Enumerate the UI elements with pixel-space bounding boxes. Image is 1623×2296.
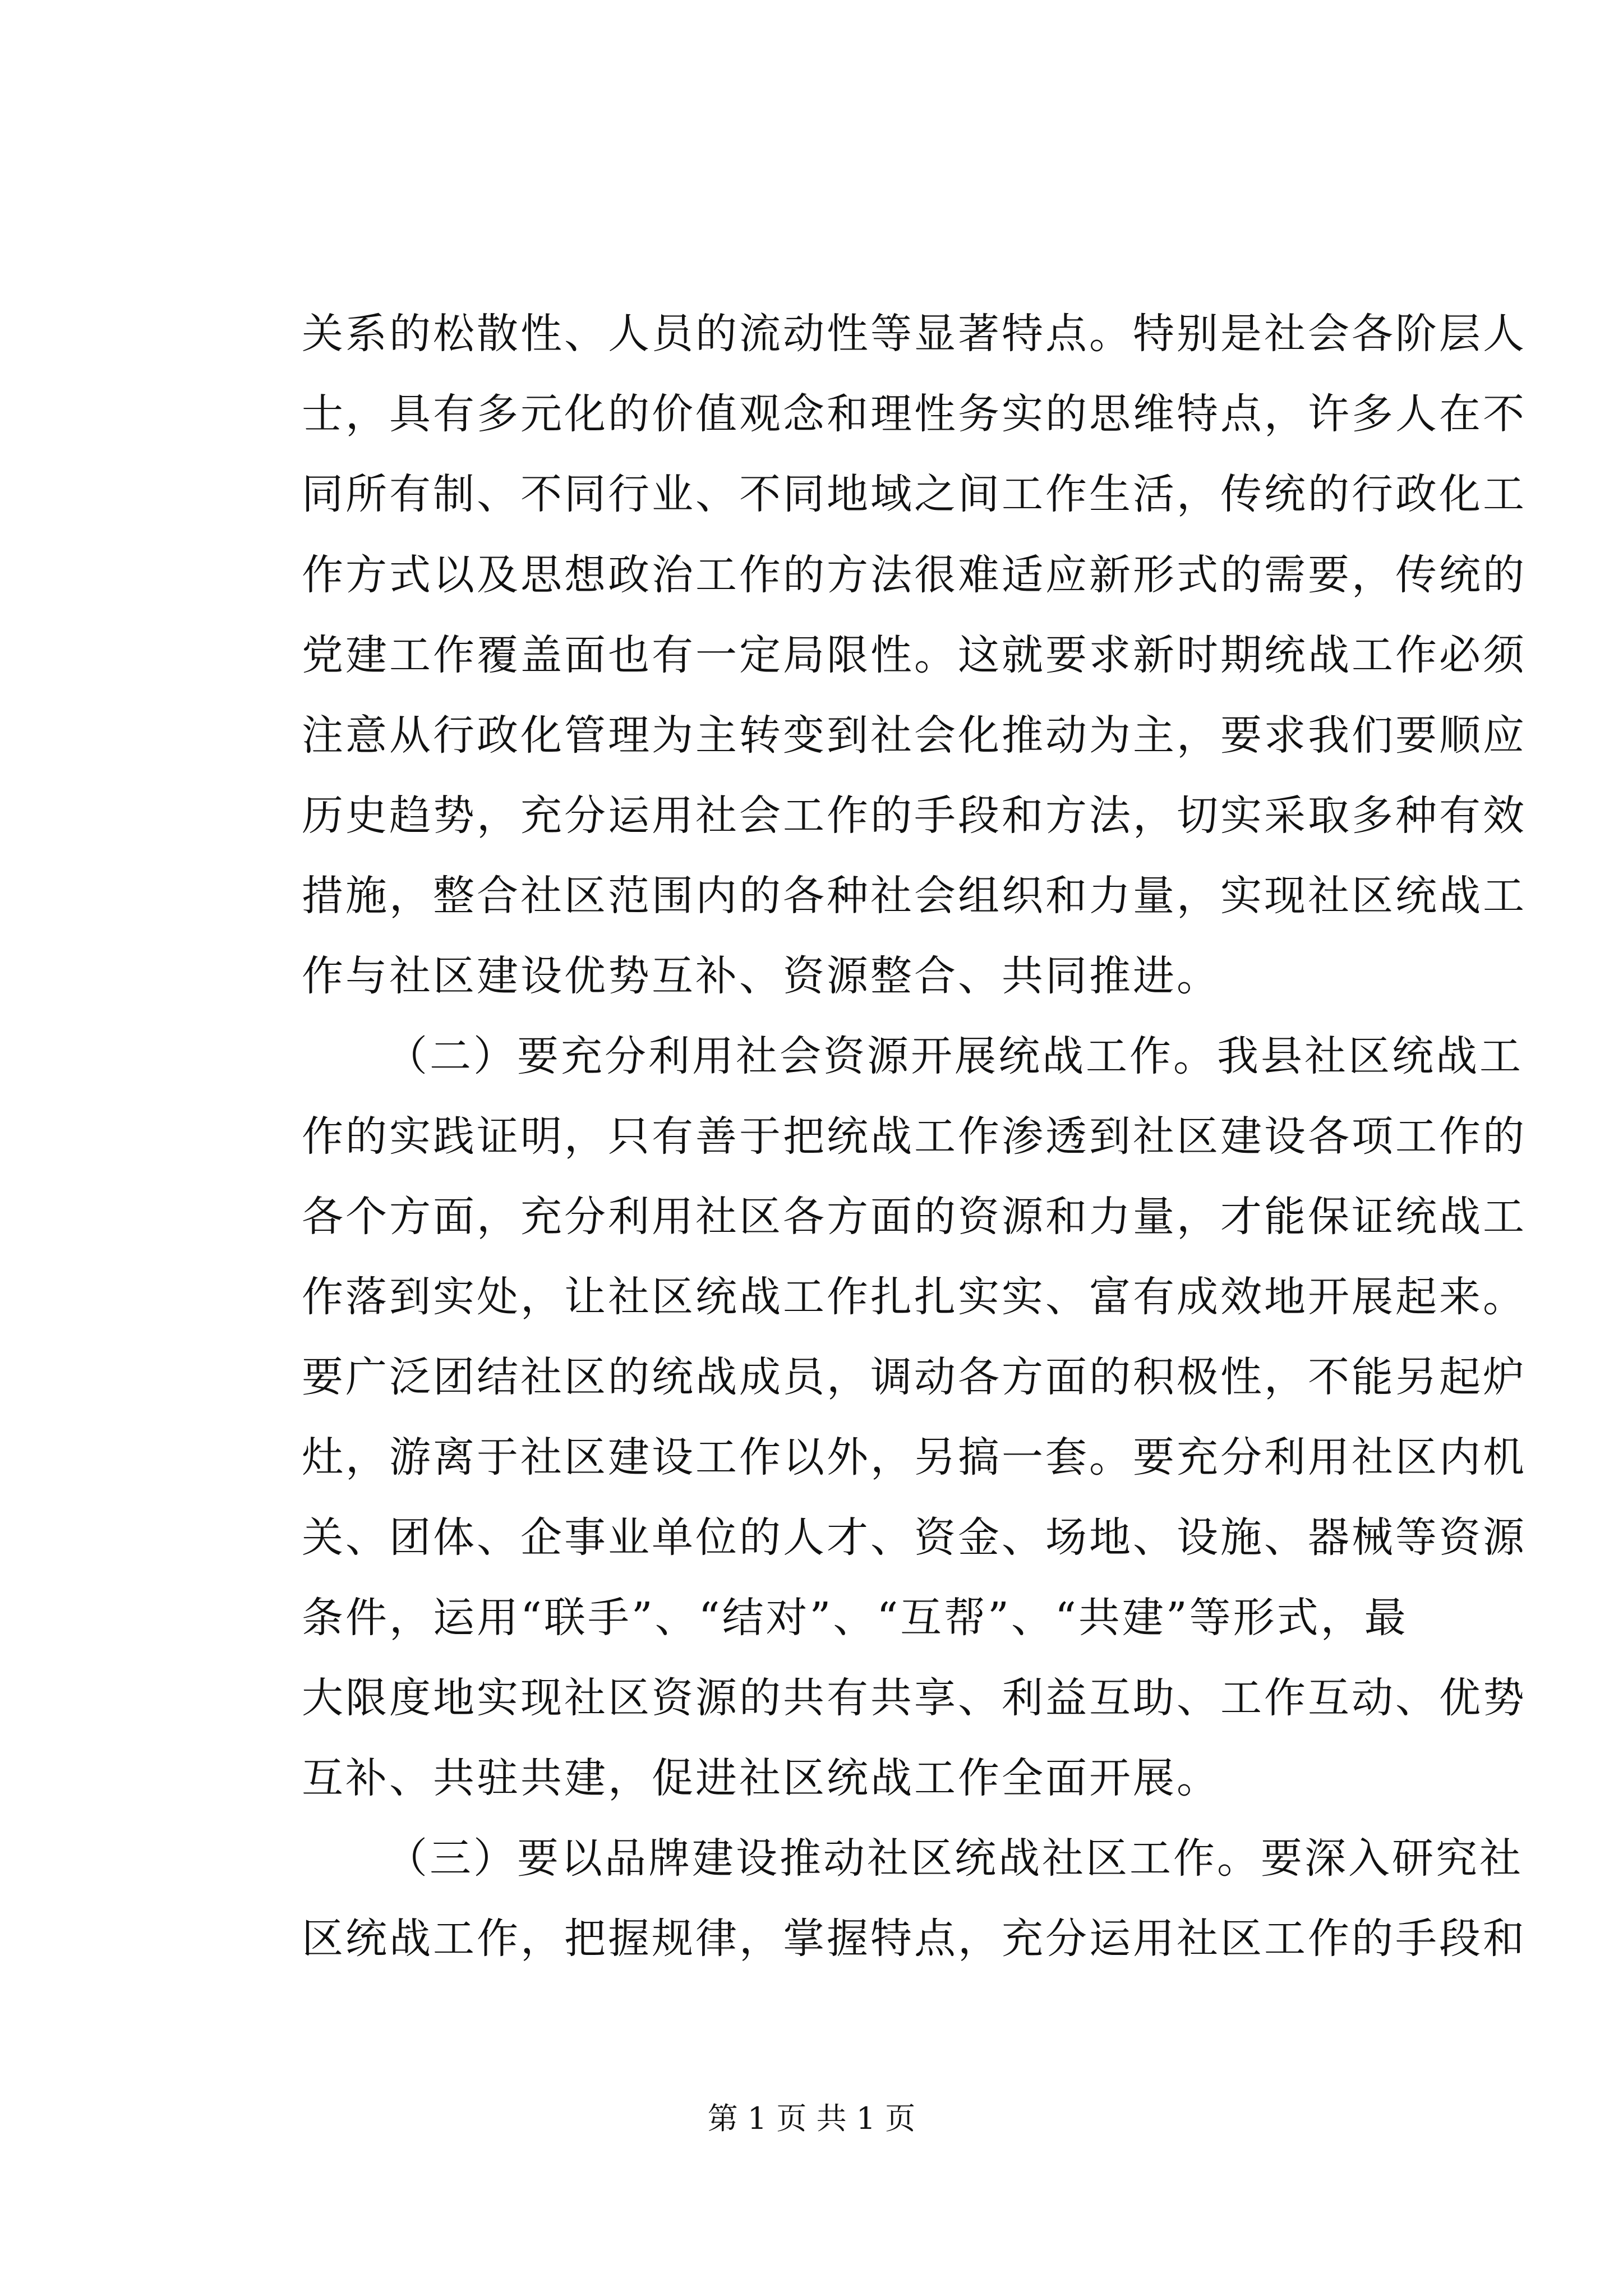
body-line-17: 条件，运用“联手”、“结对”、“互帮”、“共建”等形式，最 [302,1594,1408,1642]
body-line-02: 士，具有多元化的价值观念和理性务实的思维特点，许多人在不 [302,390,1527,438]
body-line-03: 同所有制、不同行业、不同地域之间工作生活，传统的行政化工 [302,470,1527,518]
body-line-09: 作与社区建设优势互补、资源整合、共同推进。 [302,952,1220,1000]
page-number-footer: 第 1 页 共 1 页 [707,2101,916,2136]
paragraph-three-first-line: （三）要以品牌建设推动社区统战社区工作。要深入研究社 [386,1834,1523,1883]
body-line-19: 互补、共驻共建，促进社区统战工作全面开展。 [302,1754,1220,1802]
body-line-14: 要广泛团结社区的统战成员，调动各方面的积极性，不能另起炉 [302,1353,1527,1401]
body-line-15: 灶，游离于社区建设工作以外，另搞一套。要充分利用社区内机 [302,1433,1527,1481]
body-line-12: 各个方面，充分利用社区各方面的资源和力量，才能保证统战工 [302,1193,1527,1241]
body-line-07: 历史趋势，充分运用社会工作的手段和方法，切实采取多种有效 [302,792,1527,840]
body-line-11: 作的实践证明，只有善于把统战工作渗透到社区建设各项工作的 [302,1112,1527,1161]
body-line-16: 关、团体、企事业单位的人才、资金、场地、设施、器械等资源 [302,1513,1527,1562]
body-line-18: 大限度地实现社区资源的共有共享、利益互助、工作互动、优势 [302,1674,1527,1722]
body-line-13: 作落到实处，让社区统战工作扎扎实实、富有成效地开展起来。 [302,1273,1527,1321]
body-line-08: 措施，整合社区范围内的各种社会组织和力量，实现社区统战工 [302,872,1527,920]
body-line-05: 党建工作覆盖面也有一定局限性。这就要求新时期统战工作必须 [302,631,1527,679]
body-line-01: 关系的松散性、人员的流动性等显著特点。特别是社会各阶层人 [302,310,1527,358]
body-line-06: 注意从行政化管理为主转变到社会化推动为主，要求我们要顺应 [302,711,1527,760]
paragraph-two-first-line: （二）要充分利用社会资源开展统战工作。我县社区统战工 [386,1032,1523,1080]
body-line-04: 作方式以及思想政治工作的方法很难适应新形式的需要，传统的 [302,551,1527,599]
body-line-21: 区统战工作，把握规律，掌握特点，充分运用社区工作的手段和 [302,1915,1527,1963]
